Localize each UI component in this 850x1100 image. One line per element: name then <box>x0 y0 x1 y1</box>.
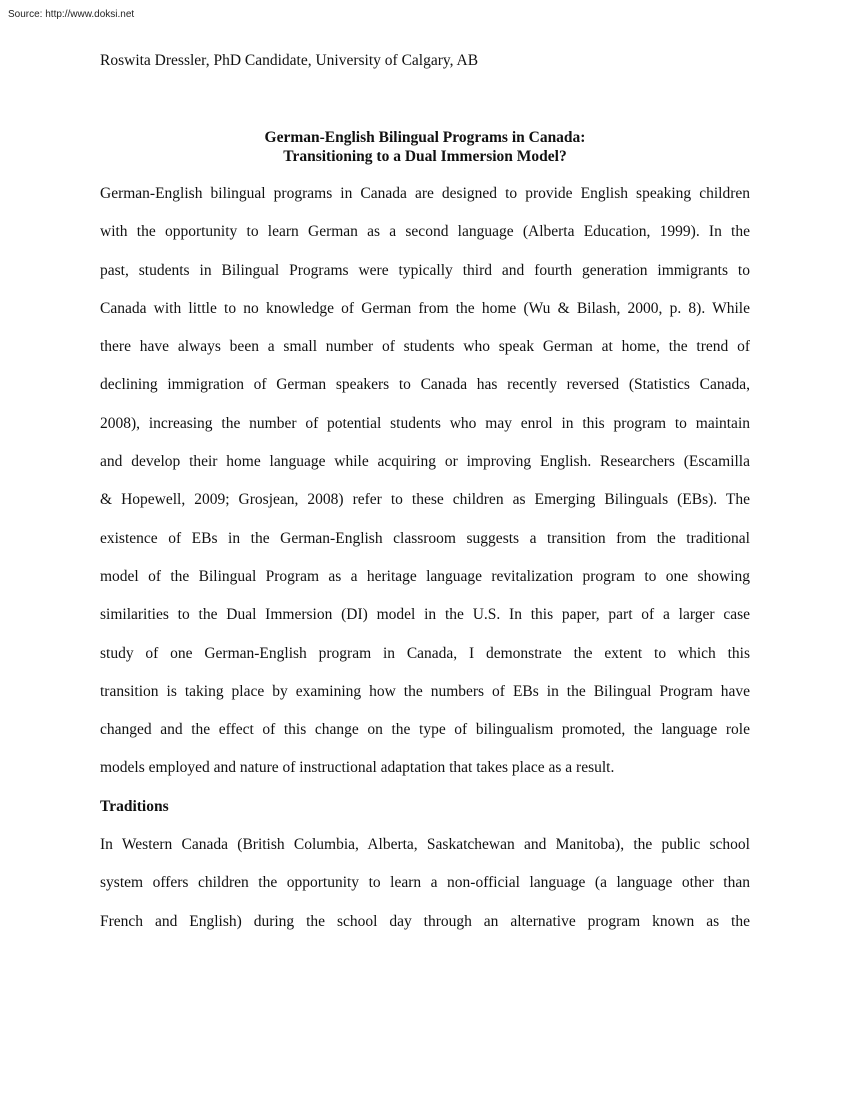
paragraph-1-line: transition is taking place by examining how the numbers of EBs in the Bilingual Program have <box>100 682 750 700</box>
source-link[interactable]: http://www.doksi.net <box>45 9 135 20</box>
paragraph-1-line: there have always been a small number of students who speak German at home, the trend of <box>100 338 750 356</box>
document-title <box>100 128 750 166</box>
paragraph-1-line: model of the Bilingual Program as a heritage language revitalization program to one showing <box>100 567 750 585</box>
paragraph-2-line: In Western Canada (British Columbia, Alberta, Saskatchewan and Manitoba), the public school <box>100 836 750 854</box>
paragraph-1-line: with the opportunity to learn German as a second language (Alberta Education, 1999). In the <box>100 223 750 241</box>
body-text <box>100 183 750 949</box>
section-heading: Traditions <box>100 797 169 815</box>
paragraph-1-line: & Hopewell, 2009; Grosjean, 2008) refer to these children as Emerging Bilinguals (EBs). The <box>100 491 750 509</box>
paragraph-2-line: French and English) during the school day through an alternative program known as the <box>100 912 750 930</box>
paragraph-1-line: past, students in Bilingual Programs were typically third and fourth generation immigrants to <box>100 261 750 279</box>
paragraph-1-line: models employed and nature of instructional adaptation that takes place as a result. <box>100 759 615 777</box>
source-note <box>8 9 134 20</box>
paragraph-1-line: changed and the effect of this change on the type of bilingualism promoted, the language role <box>100 721 750 739</box>
paragraph-1-line: German-English bilingual programs in Canada are designed to provide English speaking children <box>100 185 750 202</box>
paragraph-1-line: declining immigration of German speakers to Canada has recently reversed (Statistics Canada, <box>100 376 750 394</box>
paragraph-1-line: existence of EBs in the German-English classroom suggests a transition from the traditional <box>100 529 750 547</box>
paragraph-1-line: 2008), increasing the number of potential students who may enrol in this program to maintain <box>100 414 750 432</box>
title-line-2: Transitioning to a Dual Immersion Model? <box>283 148 567 165</box>
paragraph-1-line: and develop their home language while acquiring or improving English. Researchers (Escamilla <box>100 453 750 471</box>
paragraph-1-line: Canada with little to no knowledge of German from the home (Wu & Bilash, 2000, p. 8). While <box>100 299 750 317</box>
paragraph-1-line: similarities to the Dual Immersion (DI) model in the U.S. In this paper, part of a larger case <box>100 606 750 624</box>
source-label: Source: <box>8 9 43 20</box>
paragraph-2-line: system offers children the opportunity to learn a non-official language (a language other than <box>100 874 750 892</box>
paragraph-1-line: study of one German-English program in Canada, I demonstrate the extent to which this <box>100 644 750 662</box>
author-line: Roswita Dressler, PhD Candidate, University of Calgary, AB <box>100 52 479 69</box>
title-line-1: German-English Bilingual Programs in Canada: <box>264 129 586 146</box>
